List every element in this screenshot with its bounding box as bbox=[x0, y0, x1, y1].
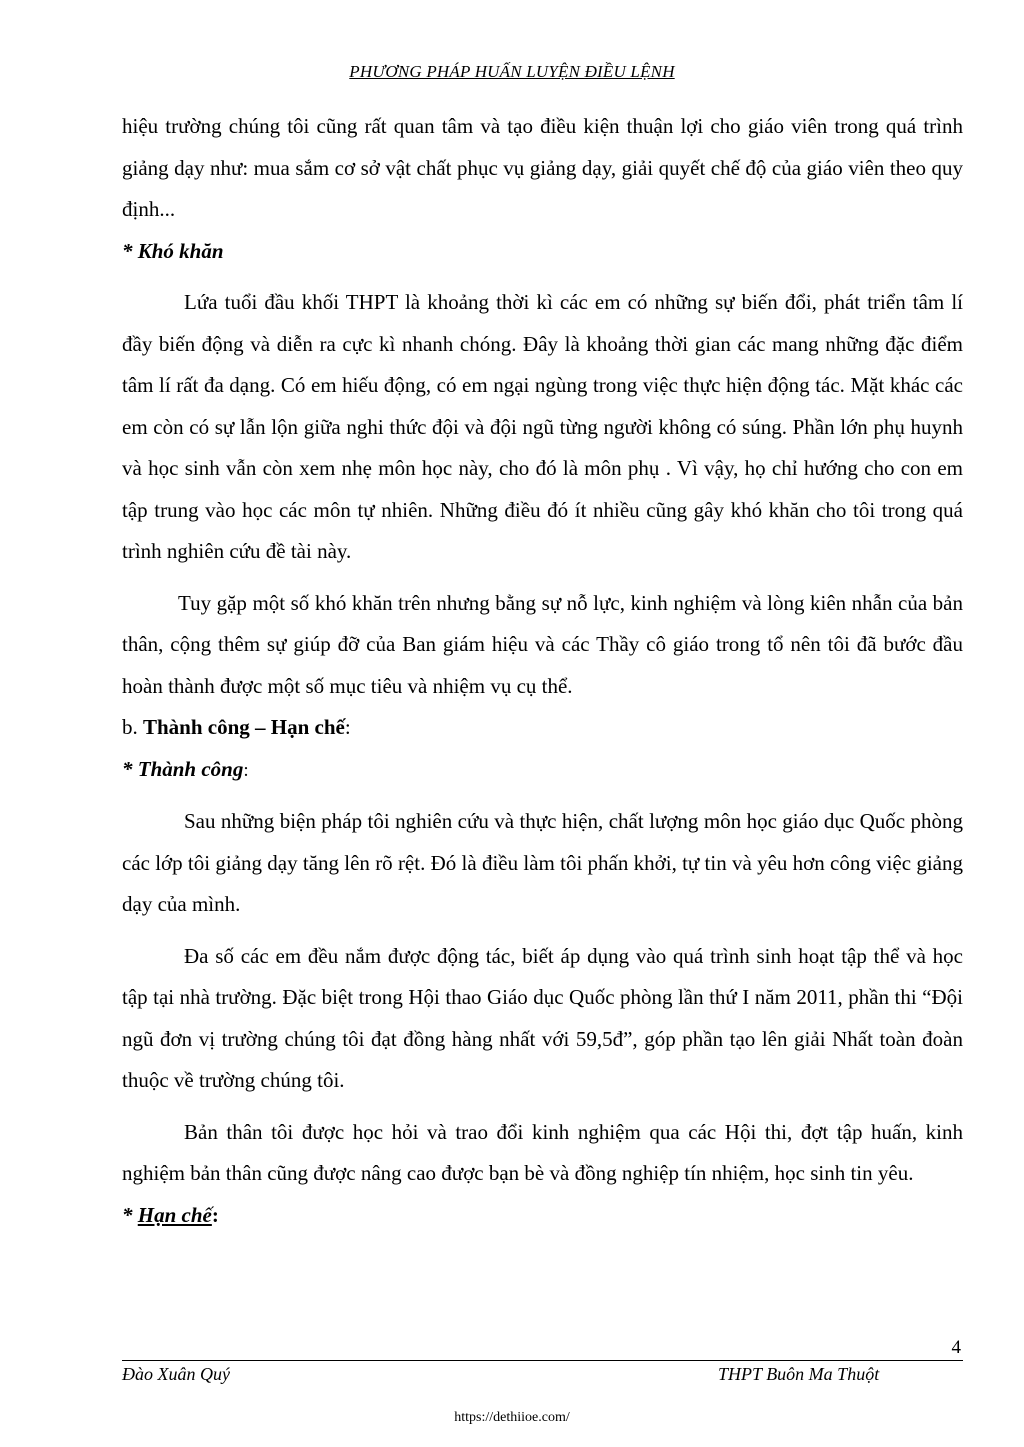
heading-han-che-colon: : bbox=[211, 1202, 219, 1227]
heading-kho-khan: * Khó khăn bbox=[122, 238, 224, 263]
heading-thanh-cong-han-che bbox=[122, 707, 963, 749]
paragraph-continuation: hiệu trường chúng tôi cũng rất quan tâm và tạo điều kiện thuận lợi cho giáo viên trong quá trình giảng dạy như: mua sắm cơ sở vật chất phục vụ giảng dạy, giải quyết chế độ của giáo viên theo quy định... bbox=[122, 114, 963, 221]
heading-suffix: : bbox=[344, 715, 351, 739]
paragraph-thanh-cong-2: Đa số các em đều nắm được động tác, biết áp dụng vào quá trình sinh hoạt tập thể và học tập tại nhà trường. Đặc biệt trong Hội thao Giáo dục Quốc phòng lần thứ I năm 2011, phần thi “Đội ngũ đơn vị trường chúng tôi đạt đồng hàng nhất với 59,5đ”, góp phần tạo lên giải Nhất toàn đoàn thuộc về trường chúng tôi. bbox=[122, 943, 963, 1092]
heading-han-che-label: Hạn chế bbox=[137, 1202, 212, 1227]
paragraph-thanh-cong-3: Bản thân tôi được học hỏi và trao đổi kinh nghiệm qua các Hội thi, đợt tập huấn, kinh nghiệm bản thân cũng được nâng cao được bạn bè và đồng nghiệp tín nhiệm, học sinh tin yêu. bbox=[122, 1119, 963, 1185]
footer-author: Đào Xuân Quý bbox=[122, 1364, 230, 1384]
footer-url-link[interactable]: https://dethiioe.com/ bbox=[454, 1410, 570, 1425]
page-header-title: PHƯƠNG PHÁP HUẤN LUYỆN ĐIỀU LỆNH bbox=[349, 62, 675, 81]
paragraph-thanh-cong-1: Sau những biện pháp tôi nghiên cứu và thực hiện, chất lượng môn học giáo dục Quốc phòng các lớp tôi giảng dạy tăng lên rõ rệt. Đó là điều làm tôi phấn khởi, tự tin và yêu hơn công việc giảng dạy của mình. bbox=[122, 809, 963, 916]
paragraph-summary: Tuy gặp một số khó khăn trên nhưng bằng sự nỗ lực, kinh nghiệm và lòng kiên nhẫn của bản thân, cộng thêm sự giúp đỡ của Ban giám hiệu và các Thầy cô giáo trong tổ nên tôi đã bước đầu hoàn thành được một số mục tiêu và nhiệm vụ cụ thể. bbox=[122, 590, 963, 698]
page-number: 4 bbox=[951, 1337, 961, 1358]
heading-thanh-cong-colon: : bbox=[243, 759, 249, 781]
heading-han-che bbox=[122, 1195, 963, 1237]
heading-title: Thành công – Hạn chế bbox=[143, 715, 345, 739]
heading-thanh-cong-label: * Thành công bbox=[122, 756, 244, 781]
paragraph-kho-khan: Lứa tuổi đầu khối THPT là khoảng thời kì các em có những sự biến đổi, phát triển tâm lí đầy biến động và diễn ra cực kì nhanh chóng. Đây là khoảng thời gian các mang những đặc điểm tâm lí rất đa dạng. Có em hiếu động, có em ngại ngùng trong việc thực hiện động tác. Mặt khác các em còn có sự lẫn lộn giữa nghi thức đội và đội ngũ từng người không có súng. Phần lớn phụ huynh và học sinh vẫn còn xem nhẹ môn học này, cho đó là môn phụ . Vì vậy, họ chỉ hướng cho con em tập trung vào học các môn tự nhiên. Những điều đó ít nhiều cũng gây khó khăn cho tôi trong quá trình nghiên cứu đề tài này. bbox=[122, 290, 963, 563]
heading-thanh-cong bbox=[122, 749, 963, 792]
footer-divider bbox=[122, 1360, 963, 1361]
footer-school: THPT Buôn Ma Thuột bbox=[718, 1364, 880, 1384]
heading-prefix: b. bbox=[122, 715, 143, 739]
document-body bbox=[122, 106, 963, 1236]
heading-han-che-star: * bbox=[122, 1202, 138, 1227]
